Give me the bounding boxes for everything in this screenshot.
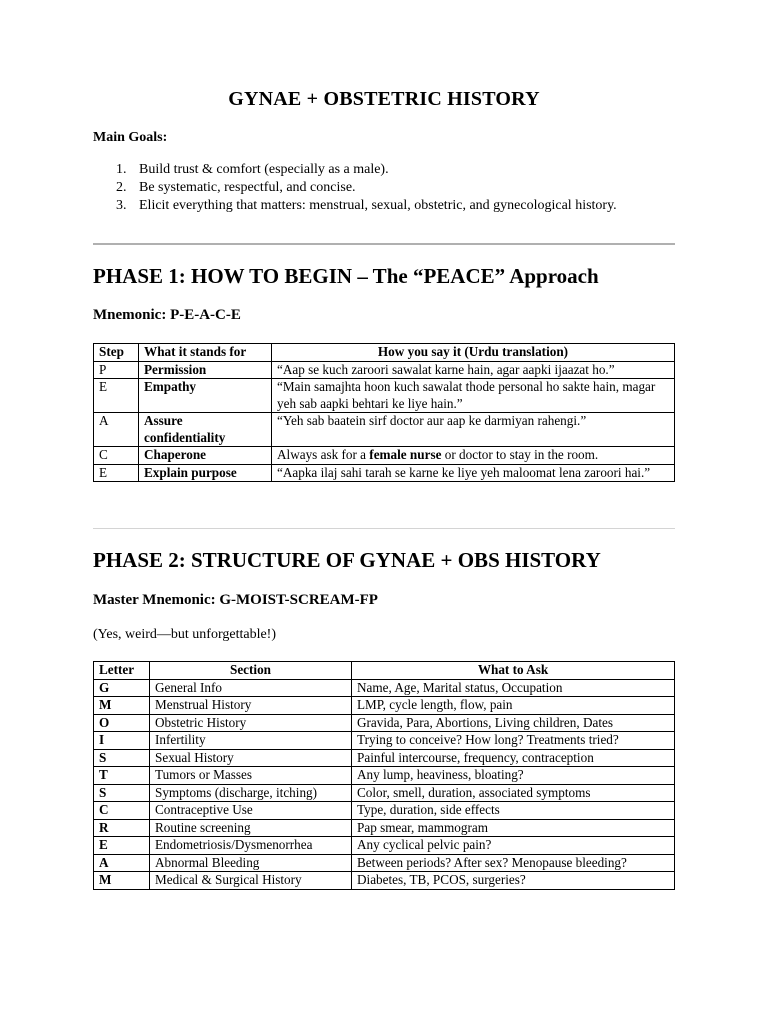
column-header-step: Step: [94, 344, 139, 362]
list-item: [93, 197, 617, 215]
section-cell: Tumors or Masses: [150, 767, 352, 785]
stands-for-cell: Chaperone: [139, 447, 272, 465]
table-row: [94, 413, 675, 447]
say-cell: “Main samajhta hoon kuch sawalat thode personal ho sakte hain, magar yeh sab aapki behtari ke liye hain.”: [272, 379, 675, 413]
list-number: 1.: [116, 162, 127, 177]
column-header-what-to-ask: What to Ask: [352, 662, 675, 680]
table-row: [94, 767, 675, 785]
say-cell: [272, 447, 675, 465]
table-row: [94, 679, 675, 697]
section-cell: Medical & Surgical History: [150, 872, 352, 890]
step-cell: P: [94, 361, 139, 379]
say-text: or doctor to stay in the room.: [441, 447, 599, 462]
history-structure-table: [93, 661, 675, 890]
list-item-text: Elicit everything that matters: menstrual, sexual, obstetric, and gynecological history.: [139, 198, 617, 213]
letter-cell: I: [94, 732, 150, 750]
letter-cell: S: [94, 784, 150, 802]
phase2-heading: PHASE 2: STRUCTURE OF GYNAE + OBS HISTORY: [93, 548, 601, 572]
list-item-text: Be systematic, respectful, and concise.: [139, 180, 356, 195]
table-row: [94, 749, 675, 767]
say-emphasis: female nurse: [369, 447, 442, 462]
section-cell: Infertility: [150, 732, 352, 750]
list-number: 2.: [116, 180, 127, 195]
step-cell: A: [94, 413, 139, 447]
table-row: [94, 819, 675, 837]
ask-cell: Between periods? After sex? Menopause bleeding?: [352, 854, 675, 872]
say-text: Always ask for a: [277, 447, 370, 462]
ask-cell: Any lump, heaviness, bloating?: [352, 767, 675, 785]
table-row: [94, 697, 675, 715]
section-cell: Abnormal Bleeding: [150, 854, 352, 872]
step-cell: C: [94, 447, 139, 465]
letter-cell: S: [94, 749, 150, 767]
column-header-section: Section: [150, 662, 352, 680]
say-cell: “Aap se kuch zaroori sawalat karne hain, agar aapki ijaazat ho.”: [272, 361, 675, 379]
document-title: GYNAE + OBSTETRIC HISTORY: [228, 88, 540, 110]
section-cell: Symptoms (discharge, itching): [150, 784, 352, 802]
column-header-stands-for: What it stands for: [139, 344, 272, 362]
section-cell: Contraceptive Use: [150, 802, 352, 820]
letter-cell: R: [94, 819, 150, 837]
phase2-mnemonic: Master Mnemonic: G-MOIST-SCREAM-FP: [93, 592, 378, 608]
stands-for-cell: Explain purpose: [139, 464, 272, 482]
letter-cell: O: [94, 714, 150, 732]
section-cell: Sexual History: [150, 749, 352, 767]
main-goals-label: Main Goals:: [93, 130, 168, 145]
list-number: 3.: [116, 198, 127, 213]
table-row: [94, 714, 675, 732]
list-item: [93, 179, 617, 197]
say-cell: “Yeh sab baatein sirf doctor aur aap ke darmiyan rahengi.”: [272, 413, 675, 447]
ask-cell: Color, smell, duration, associated symptoms: [352, 784, 675, 802]
section-cell: Obstetric History: [150, 714, 352, 732]
ask-cell: LMP, cycle length, flow, pain: [352, 697, 675, 715]
list-item-text: Build trust & comfort (especially as a male).: [139, 162, 389, 177]
stands-for-cell: Empathy: [139, 379, 272, 413]
ask-cell: Any cyclical pelvic pain?: [352, 837, 675, 855]
ask-cell: Type, duration, side effects: [352, 802, 675, 820]
letter-cell: A: [94, 854, 150, 872]
letter-cell: C: [94, 802, 150, 820]
table-row: [94, 872, 675, 890]
table-row: [94, 464, 675, 482]
step-cell: E: [94, 464, 139, 482]
list-item: [93, 161, 617, 179]
stands-for-cell: Permission: [139, 361, 272, 379]
column-header-how-you-say: How you say it (Urdu translation): [272, 344, 675, 362]
letter-cell: M: [94, 697, 150, 715]
table-row: [94, 784, 675, 802]
table-row: [94, 854, 675, 872]
ask-cell: Name, Age, Marital status, Occupation: [352, 679, 675, 697]
phase2-note: (Yes, weird—but unforgettable!): [93, 627, 277, 642]
table-row: [94, 361, 675, 379]
ask-cell: Gravida, Para, Abortions, Living children, Dates: [352, 714, 675, 732]
section-cell: General Info: [150, 679, 352, 697]
table-row: [94, 802, 675, 820]
table-row: [94, 379, 675, 413]
section-cell: Routine screening: [150, 819, 352, 837]
table-header-row: [94, 344, 675, 362]
table-header-row: [94, 662, 675, 680]
ask-cell: Diabetes, TB, PCOS, surgeries?: [352, 872, 675, 890]
letter-cell: M: [94, 872, 150, 890]
section-cell: Menstrual History: [150, 697, 352, 715]
column-header-letter: Letter: [94, 662, 150, 680]
section-divider: [93, 528, 675, 529]
table-row: [94, 837, 675, 855]
main-goals-list: [93, 161, 617, 215]
table-row: [94, 447, 675, 465]
say-cell: “Aapka ilaj sahi tarah se karne ke liye yeh maloomat lena zaroori hai.”: [272, 464, 675, 482]
ask-cell: Painful intercourse, frequency, contraception: [352, 749, 675, 767]
section-cell: Endometriosis/Dysmenorrhea: [150, 837, 352, 855]
table-row: [94, 732, 675, 750]
peace-table: [93, 343, 675, 482]
stands-for-cell: Assure confidentiality: [139, 413, 272, 447]
ask-cell: Trying to conceive? How long? Treatments tried?: [352, 732, 675, 750]
letter-cell: G: [94, 679, 150, 697]
step-cell: E: [94, 379, 139, 413]
section-divider: [93, 243, 675, 245]
phase1-mnemonic: Mnemonic: P-E-A-C-E: [93, 307, 241, 323]
ask-cell: Pap smear, mammogram: [352, 819, 675, 837]
phase1-heading: PHASE 1: HOW TO BEGIN – The “PEACE” Approach: [93, 264, 599, 288]
letter-cell: E: [94, 837, 150, 855]
letter-cell: T: [94, 767, 150, 785]
